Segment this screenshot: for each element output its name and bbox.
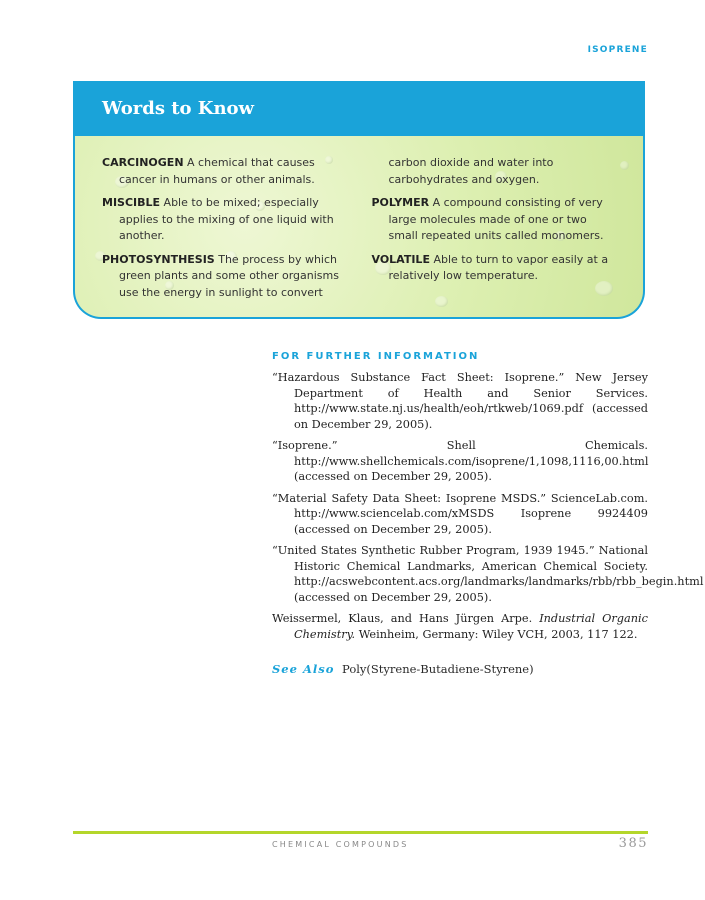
running-head: ISOPRENE — [587, 45, 648, 55]
page-number: 385 — [618, 836, 648, 851]
further-info-heading: FOR FURTHER INFORMATION — [272, 351, 480, 362]
reference-list — [272, 370, 704, 648]
reference-item: “Material Safety Data Sheet: Isoprene MSDS.” ScienceLab.com. http://www.sciencelab.com/xMSDS Isoprene 9924409 (accessed on December 29, 2005). — [272, 491, 648, 536]
reference-item: Weissermel, Klaus, and Hans Jürgen Arpe. Industrial Organic Chemistry. Weinheim, Germany: Wiley VCH, 2003, 117 122. — [272, 612, 648, 641]
glossary-continuation: carbon dioxide and water into carbohydrates and oxygen. — [388, 156, 554, 186]
footer-rule — [73, 831, 648, 834]
words-to-know-header — [75, 81, 643, 136]
glossary-term: VOLATILE Able to turn to vapor easily at a relatively low temperature. — [371, 252, 609, 282]
see-also-link[interactable]: Poly(Styrene-Butadiene-Styrene) — [342, 662, 534, 676]
see-also-label: See Also — [272, 662, 335, 676]
glossary-term: POLYMER A compound consisting of very large molecules made of one or two small repeated units called monomers. — [371, 196, 604, 242]
words-column-left — [102, 155, 350, 308]
words-to-know-box — [73, 81, 645, 319]
reference-item: “United States Synthetic Rubber Program, 1939 1945.” National Historic Chemical Landmarks, American Chemical Society. http://acswebcontent.acs.org/landmarks/landmarks/rbb/rbb_begin.html (accessed on December 29, 2005). — [272, 544, 704, 604]
words-column-right — [372, 155, 620, 308]
glossary-term: PHOTOSYNTHESIS The process by which green plants and some other organisms use the energy in sunlight to convert — [102, 252, 339, 299]
glossary-term: MISCIBLE Able to be mixed; especially applies to the mixing of one liquid with another. — [102, 196, 334, 242]
reference-item: “Isoprene.” Shell Chemicals. http://www.shellchemicals.com/isoprene/1,1098,1116,00.html (accessed on December 29, 2005). — [272, 439, 649, 483]
see-also — [272, 662, 534, 676]
reference-item: “Hazardous Substance Fact Sheet: Isoprene.” New Jersey Department of Health and Senior Services. http://www.state.nj.us/health/eoh/rtkweb/1069.pdf (accessed on December 29, 2005). — [272, 371, 648, 431]
book-title: Industrial Organic Chemistry. — [294, 612, 648, 641]
glossary-term: CARCINOGEN A chemical that causes cancer in humans or other animals. — [102, 156, 315, 186]
words-to-know-title: Words to Know — [102, 98, 255, 119]
footer-book-title: CHEMICAL COMPOUNDS — [272, 840, 409, 849]
